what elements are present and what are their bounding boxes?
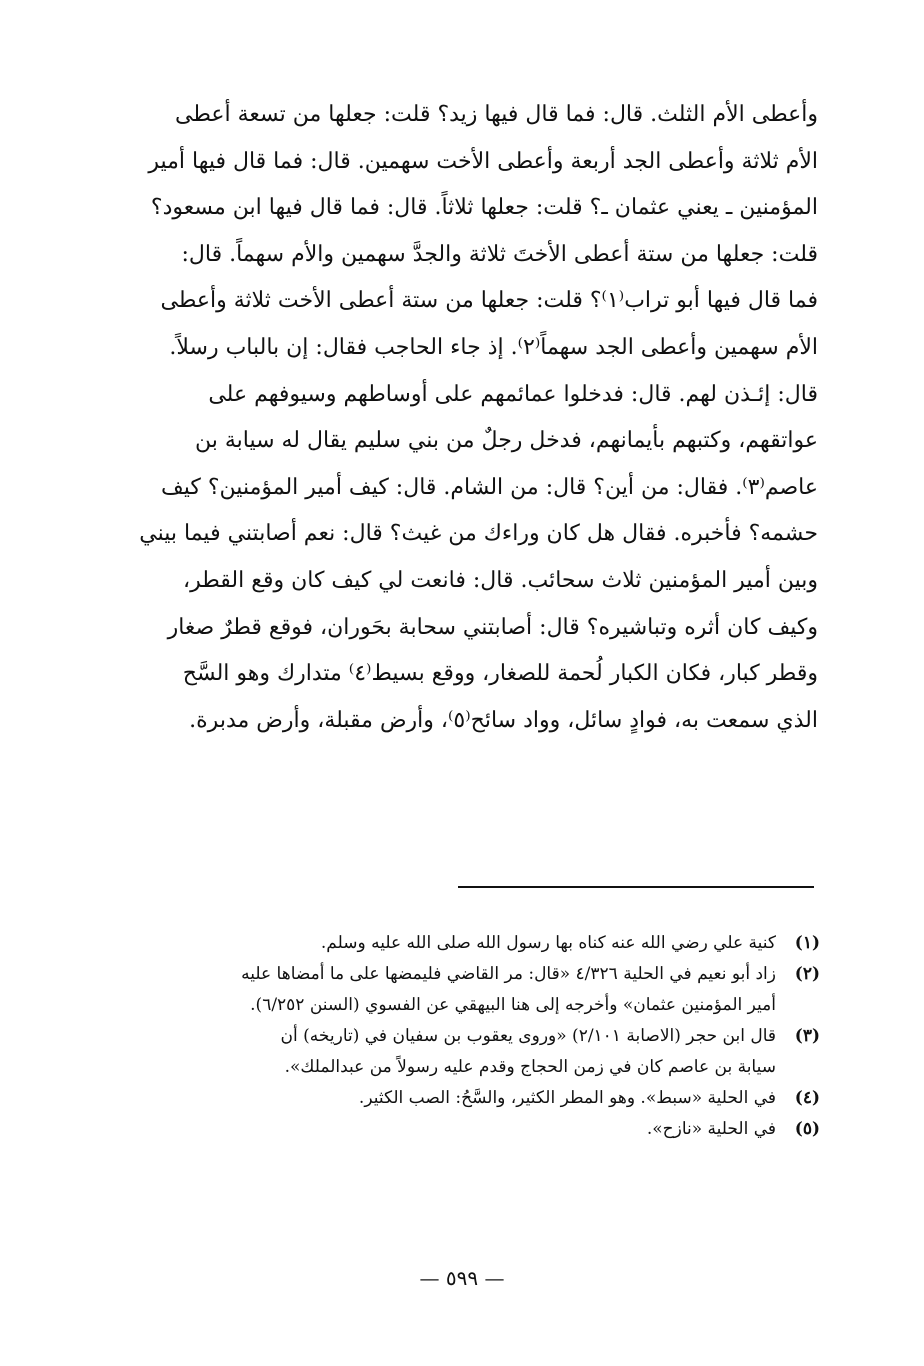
text-line: حشمه؟ فأخبره. فقال هل كان وراءك من غيث؟ قال: نعم أصابتني فيما بيني bbox=[139, 521, 818, 547]
footnote-line: قال ابن حجر (الاصابة ٢/١٠١) «وروى يعقوب بن سفيان في (تاريخه) أن bbox=[280, 1026, 776, 1046]
text-line: عواتقهم، وكتبهم بأيمانهم، فدخل رجلٌ من بني سليم يقال له سيابة بن bbox=[194, 428, 818, 454]
page-number: — ٥٩٩ — bbox=[419, 1266, 505, 1290]
footnote-5 bbox=[130, 1114, 820, 1145]
footnote-number: (١) bbox=[794, 933, 820, 953]
footnote-line: في الحلية «نازح». bbox=[646, 1119, 776, 1139]
text-line: قلت: جعلها من ستة أعطى الأختَ ثلاثة والجدَّ سهمين والأم سهماً. قال: bbox=[181, 241, 818, 267]
text-line: وكيف كان أثره وتباشيره؟ قال: أصابتني سحابة بحَوران، فوقع قطرٌ صغار bbox=[167, 614, 818, 640]
footnote-line: كنية علي رضي الله عنه كناه بها رسول الله صلى الله عليه وسلم. bbox=[320, 933, 776, 953]
text-line: المؤمنين ـ يعني عثمان ـ؟ قلت: جعلها ثلاثاً. قال: فما قال فيها ابن مسعود؟ bbox=[150, 195, 818, 221]
text-line: الأم سهمين وأعطى الجد سهماً⁽٢⁾. إذ جاء الحاجب فقال: إن بالباب رسلاً. bbox=[169, 334, 818, 360]
footnote-divider bbox=[458, 886, 814, 888]
footnote-3 bbox=[130, 1021, 820, 1083]
footnote-body bbox=[130, 1083, 776, 1114]
footnote-number: (٤) bbox=[794, 1088, 820, 1108]
text-line: وبين أمير المؤمنين ثلاث سحائب. قال: فانعت لي كيف كان وقع القطر، bbox=[183, 567, 818, 593]
main-body-text bbox=[112, 92, 818, 744]
footnote-body bbox=[130, 959, 776, 1021]
text-line: وقطر كبار، فكان الكبار لُحمة للصغار، ووقع بسيط⁽٤⁾ متدارك وهو السَّح bbox=[182, 661, 818, 687]
text-line: الأم ثلاثة وأعطى الجد أربعة وأعطى الأخت سهمين. قال: فما قال فيها أمير bbox=[148, 148, 818, 174]
footnote-4 bbox=[130, 1083, 820, 1114]
footnotes bbox=[130, 928, 820, 1145]
text-line: قال: إئـذن لهم. قال: فدخلوا عمائمهم على أوساطهم وسيوفهم على bbox=[208, 381, 818, 407]
footnote-number: (٥) bbox=[794, 1119, 820, 1139]
text-line: عاصم⁽٣⁾. فقال: من أين؟ قال: من الشام. قال: كيف أمير المؤمنين؟ كيف bbox=[161, 474, 818, 500]
footnote-2 bbox=[130, 959, 820, 1021]
footnote-number: (٣) bbox=[794, 1026, 820, 1046]
footnote-line: زاد أبو نعيم في الحلية ٤/٣٢٦ «قال: مر القاضي فليمضها على ما أمضاها عليه bbox=[241, 964, 776, 984]
text-line: الذي سمعت به، فوادٍ سائل، وواد سائح⁽٥⁾، وأرض مقبلة، وأرض مدبرة. bbox=[189, 707, 818, 733]
footnote-body bbox=[130, 1114, 776, 1145]
footnote-body bbox=[130, 928, 776, 959]
text-line: وأعطى الأم الثلث. قال: فما قال فيها زيد؟ قلت: جعلها من تسعة أعطى bbox=[175, 102, 818, 127]
footnote-body bbox=[130, 1021, 776, 1083]
footnote-number: (٢) bbox=[794, 964, 820, 984]
footnote-line: سيابة بن عاصم كان في زمن الحجاج وقدم عليه رسولاً من عبدالملك». bbox=[284, 1057, 776, 1077]
footnote-line: في الحلية «سبط». وهو المطر الكثير، والسَّحُ: الصب الكثير. bbox=[358, 1088, 776, 1108]
footnote-line: أمير المؤمنين عثمان» وأخرجه إلى هنا البيهقي عن الفسوي (السنن ٦/٢٥٢). bbox=[250, 995, 776, 1015]
text-line: فما قال فيها أبو تراب⁽١⁾؟ قلت: جعلها من ستة أعطى الأخت ثلاثة وأعطى bbox=[160, 288, 818, 314]
footnote-1 bbox=[130, 928, 820, 959]
